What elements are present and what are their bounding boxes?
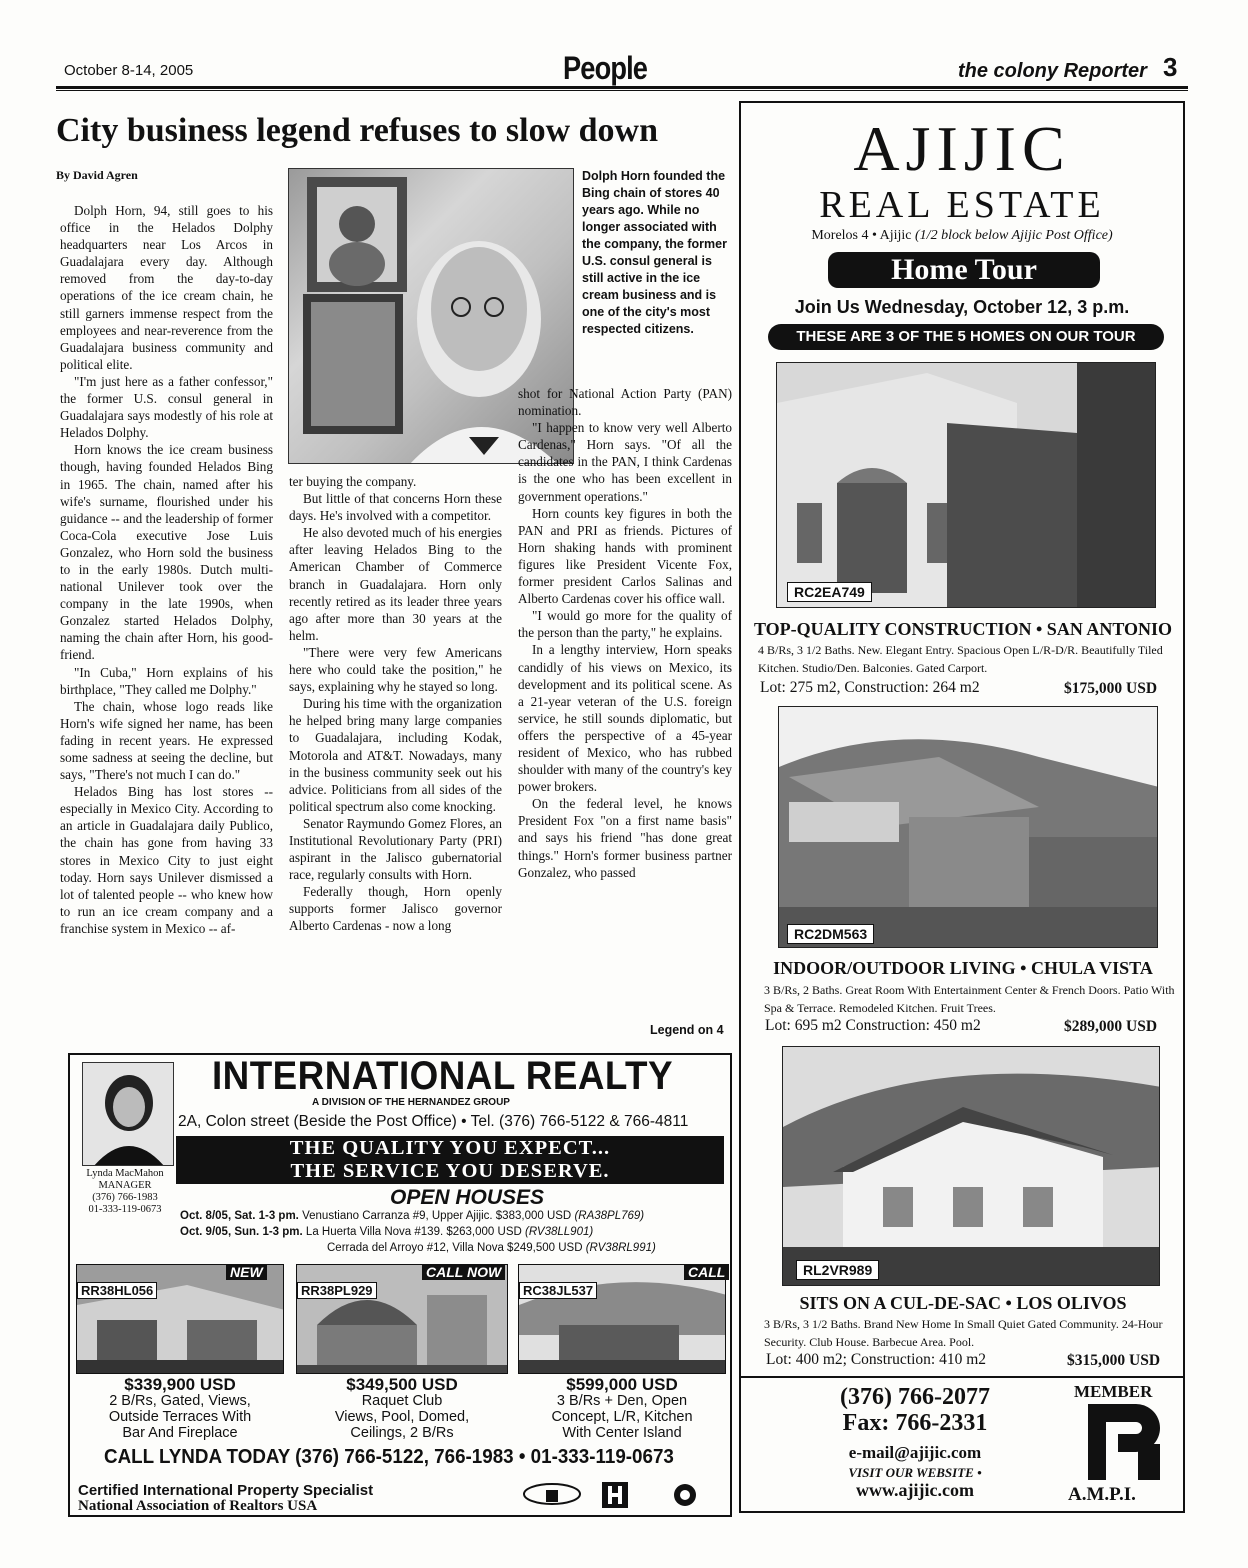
- visit-website-label: VISIT OUR WEBSITE •: [848, 1465, 982, 1480]
- property-description: [518, 1393, 726, 1441]
- open-house-what: Venustiano Carranza #9, Upper Ajijic. $383,000 USD: [302, 1210, 572, 1222]
- paragraph: "I'm just here as a father confessor," the former U.S. consul general in Guadalajara says modestly of his role at Helados Dolphy.: [60, 373, 273, 441]
- property-ref: RR38HL056: [77, 1282, 157, 1299]
- ajijic-email[interactable]: e-mail@ajijic.com: [848, 1443, 982, 1462]
- manager-photo: [82, 1062, 174, 1166]
- open-house-ref: (RV38LL901): [525, 1226, 594, 1238]
- paragraph: The chain, whose logo reads like Horn's wife signed her name, has been fading in recent years. He expressed some sadness at seeing the decline, but says, "There's not much I can do.": [60, 698, 273, 783]
- desc-line: Concept, L/R, Kitchen: [551, 1409, 693, 1425]
- paragraph: On the federal level, he knows President Fox "on a first name basis" and says his friend "has done great things." Horn's former business partner Gonzalez, who passed: [518, 796, 732, 880]
- property-tag: CALL NOW: [422, 1264, 505, 1280]
- paragraph: shot for National Action Party (PAN) nomination.: [518, 386, 732, 419]
- listing-lot: Lot: 695 m2 Construction: 450 m2: [765, 1017, 981, 1034]
- listing-description: 3 B/Rs, 2 Baths. Great Room With Entertainment Center & French Doors. Patio With Spa & Terrace. Remodeled Kitchen. Fruit Trees.: [764, 983, 1175, 1015]
- article-column-1: [60, 202, 273, 1048]
- listing-lot: Lot: 400 m2; Construction: 410 m2: [766, 1351, 987, 1368]
- ajijic-phone: (376) 766-2077: [840, 1384, 990, 1410]
- paragraph: In a lengthy interview, Horn speaks candidly of his views on Mexico, its development and its political scene. As a 21-year veteran of the U.S. foreign service, he still sounds diplomatic, but offers the perspective of a 45-year resident of Mexico, who has rubbed shoulder with many of the country's key power brokers.: [518, 642, 732, 795]
- newspaper-name: the colony Reporter: [958, 60, 1147, 82]
- manager-phone: (376) 766-1983: [92, 1192, 158, 1203]
- paragraph: But little of that concerns Horn these days. He's involved with a competitor.: [289, 491, 502, 524]
- photo-caption: Dolph Horn founded the Bing chain of stores 40 years ago. While no longer associated with the company, the former U.S. consul general is still active in the ice cream business and is one of the city's most respected citizens.: [582, 169, 727, 336]
- tour-note: THESE ARE 3 OF THE 5 HOMES ON OUR TOUR: [768, 324, 1164, 350]
- listing-description: 4 B/Rs, 3 1/2 Baths. New. Elegant Entry. Spacious Open L/R-D/R. Beautifully Tiled Kitchen. Studio/Den. Balconies. Gated Carport.: [758, 643, 1163, 675]
- manager-phone: 01-333-119-0673: [88, 1204, 162, 1215]
- open-house-what: Cerrada del Arroyo #12, Villa Nova $249,500 USD: [327, 1242, 583, 1254]
- ajijic-ad-address: [741, 228, 1183, 244]
- slogan-line: THE QUALITY YOU EXPECT...: [289, 1137, 611, 1159]
- tour-date: Join Us Wednesday, October 12, 3 p.m.: [794, 297, 1130, 317]
- article-byline: By David Agren: [56, 168, 138, 182]
- listing-lot: Lot: 275 m2, Construction: 264 m2: [760, 679, 980, 696]
- contact-divider: [741, 1376, 1183, 1378]
- listing-price: $289,000 USD: [1064, 1018, 1158, 1035]
- paragraph: Helados Bing has lost stores -- especially in Mexico City. According to an article in Guadalajara daily Publico, the chain has gone from having 33 stores in Mexico City to just eight today. Horn says Unilever dismissed a lot of talented people -- who knew how to run an ice cream company and a franchise system in Mexico -- af-: [60, 784, 273, 936]
- intl-realty-address: 2A, Colon street (Beside the Post Office) • Tel. (376) 766-5122 & 766-4811: [178, 1113, 689, 1130]
- desc-line: Raquet Club: [361, 1393, 443, 1409]
- desc-line: Outside Terraces With: [108, 1409, 252, 1425]
- paragraph: Horn counts key figures in both the PAN and PRI as friends. Pictures of Horn shaking hands with prominent figures like President Vicente Fox, former president Carlos Salinas and Alberto Cardenas cover his office wall.: [518, 505, 732, 607]
- open-house-item: [327, 1242, 656, 1254]
- open-houses-title: OPEN HOUSES: [390, 1186, 545, 1209]
- open-house-item: [180, 1210, 644, 1222]
- property-ref: RC38JL537: [519, 1282, 597, 1299]
- intl-realty-slogan: [176, 1136, 724, 1184]
- property-price: $599,000 USD: [566, 1375, 678, 1394]
- open-house-when: Oct. 9/05, Sun. 1-3 pm.: [180, 1226, 303, 1238]
- house-image: [779, 707, 1158, 948]
- property-photo: [296, 1264, 508, 1374]
- ajijic-ad-subtitle: REAL ESTATE: [819, 184, 1105, 226]
- property-price: $349,500 USD: [346, 1375, 458, 1394]
- listing-price: $175,000 USD: [1064, 680, 1158, 697]
- certification-line: National Association of Realtors USA: [78, 1498, 318, 1514]
- ajijic-website[interactable]: www.ajijic.com: [856, 1480, 974, 1500]
- slogan-line: THE SERVICE YOU DESERVE.: [290, 1160, 610, 1182]
- article-headline: City business legend refuses to slow down: [56, 112, 659, 149]
- manager-info: [72, 1168, 178, 1216]
- desc-line: With Center Island: [562, 1425, 682, 1441]
- article-column-3: [518, 385, 732, 1005]
- open-house-item: [180, 1226, 593, 1238]
- intl-realty-title: INTERNATIONAL REALTY: [212, 1054, 674, 1098]
- listing-price: $315,000 USD: [1067, 1352, 1161, 1369]
- listing-photo: [778, 706, 1158, 948]
- desc-line: Bar And Fireplace: [122, 1425, 238, 1441]
- issue-date: October 8-14, 2005: [64, 62, 194, 79]
- property-photo: [76, 1264, 284, 1374]
- continued-note: Legend on 4: [650, 1023, 724, 1037]
- listing-photo: [776, 362, 1156, 608]
- paragraph: ter buying the company.: [289, 474, 417, 489]
- hernandez-logo-icon: [600, 1480, 630, 1510]
- header-rule: [56, 86, 1188, 91]
- open-house-ref: (RA38PL769): [574, 1210, 645, 1222]
- paragraph: Dolph Horn, 94, still goes to his office in the Helados Dolphy headquarters near Los Arcos in Guadalajara every day. Although removed from the day-to-day operations of the ice cream chain, he still garners immense respect from the employees and near-reverence from the Guadalajara business community and political elite.: [60, 203, 273, 372]
- paragraph: Horn knows the ice cream business though, having founded Helados Bing in 1965. The chain, named after his wife's surname, flourished under his guidance -- and the leadership of former Coca-Cola executive Jose Luis Gonzalez, who Horn sold the business to in the early 1980s. Dutch multi-national Unilever took over the company in the late 1990s, when Gonzalez started Helados Dolphy, naming the chain after Horn, his good-friend.: [60, 442, 273, 663]
- property-description: [76, 1393, 284, 1441]
- call-lynda: CALL LYNDA TODAY (376) 766-5122, 766-1983 • 01-333-119-0673: [104, 1446, 674, 1468]
- desc-line: Views, Pool, Domed,: [334, 1409, 470, 1425]
- address-text: Morelos 4 • Ajijic: [811, 228, 912, 243]
- paragraph: He also devoted much of his energies after leaving Helados Bing to the American Chamber of Commerce branch in Guadalajara. Horn only recently retired as its leader three years ago after more than 30 years at the helm.: [289, 525, 502, 643]
- cips-logo-icon: [672, 1482, 702, 1508]
- address-note: (1/2 block below Ajijic Post Office): [915, 228, 1113, 243]
- open-house-ref: (RV38RL991): [585, 1242, 656, 1254]
- house-image: [777, 363, 1156, 608]
- property-description: [296, 1393, 508, 1441]
- paragraph: Federally though, Horn openly supports former Jalisco governor Alberto Cardenas - now a long: [289, 884, 502, 934]
- intl-realty-division: A DIVISION OF THE HERNANDEZ GROUP: [312, 1097, 510, 1108]
- home-tour-badge: Home Tour: [828, 252, 1100, 288]
- property-ref: RR38PL929: [297, 1282, 377, 1299]
- listing-ref: RC2EA749: [787, 582, 872, 602]
- certification-line: Certified International Property Specialist: [78, 1482, 374, 1499]
- article-column-2: [289, 473, 502, 1048]
- desc-line: 3 B/Rs + Den, Open: [556, 1393, 688, 1409]
- property-price: $339,900 USD: [124, 1375, 236, 1394]
- paragraph: Senator Raymundo Gomez Flores, an Institutional Revolutionary Party (PRI) aspirant in the Jalisco gubernatorial race, regularly consults with Horn.: [289, 815, 502, 883]
- paragraph: "I happen to know very well Alberto Cardenas," Horn says. "Of all the candidates in the PAN, I think Cardenas is the one who has been excellent in government operations.": [518, 420, 732, 504]
- listing-heading: SITS ON A CUL-DE-SAC • LOS OLIVOS: [799, 1293, 1127, 1313]
- desc-line: 2 B/Rs, Gated, Views,: [109, 1393, 251, 1409]
- page-number: 3: [1163, 52, 1178, 82]
- manager-title: MANAGER: [98, 1180, 152, 1191]
- listing-ref: RL2VR989: [796, 1260, 879, 1280]
- property-tag: CALL: [684, 1264, 729, 1280]
- open-house-what: La Huerta Villa Nova #139. $263,000 USD: [305, 1226, 522, 1238]
- realtor-logo-icon: [522, 1482, 582, 1506]
- ajijic-ad-title: AJIJIC: [853, 113, 1071, 184]
- paragraph: "I would go more for the quality of the person than the party," he explains.: [518, 608, 732, 641]
- open-house-when: Oct. 8/05, Sat. 1-3 pm.: [180, 1210, 299, 1222]
- ajijic-fax: Fax: 766-2331: [842, 1410, 988, 1436]
- section-title: People: [563, 50, 648, 86]
- property-tag: NEW: [226, 1264, 267, 1280]
- desc-line: Ceilings, 2 B/Rs: [350, 1425, 454, 1441]
- listing-description: 3 B/Rs, 3 1/2 Baths. Brand New Home In Small Quiet Gated Community. 24-Hour Security. Club House. Barbecue Area. Pool.: [764, 1317, 1163, 1349]
- listing-ref: RC2DM563: [787, 924, 874, 944]
- listing-heading: TOP-QUALITY CONSTRUCTION • SAN ANTONIO: [753, 619, 1173, 639]
- manager-name: Lynda MacMahon: [86, 1168, 164, 1179]
- paragraph: "In Cuba," Horn explains of his birthplace, "They called me Dolphy.": [60, 664, 273, 697]
- listing-photo: [782, 1046, 1160, 1286]
- paragraph: During his time with the organization he helped bring many large companies to Guadalajara, including Kodak, Motorola and AT&T. Nowadays, many in the business community seek out his advice. Politicians from all sides of the political spectrum also come knocking.: [289, 696, 502, 814]
- paragraph: "There were very few Americans here who could take the position," he says, explaining why he stayed so long.: [289, 644, 502, 695]
- property-photo: [518, 1264, 726, 1374]
- ampi-logo-icon: [1088, 1404, 1162, 1480]
- member-label: MEMBER: [1074, 1382, 1153, 1401]
- ampi-label: A.M.P.I.: [1068, 1484, 1136, 1505]
- house-image: [783, 1047, 1160, 1286]
- listing-heading: INDOOR/OUTDOOR LIVING • CHULA VISTA: [773, 958, 1153, 978]
